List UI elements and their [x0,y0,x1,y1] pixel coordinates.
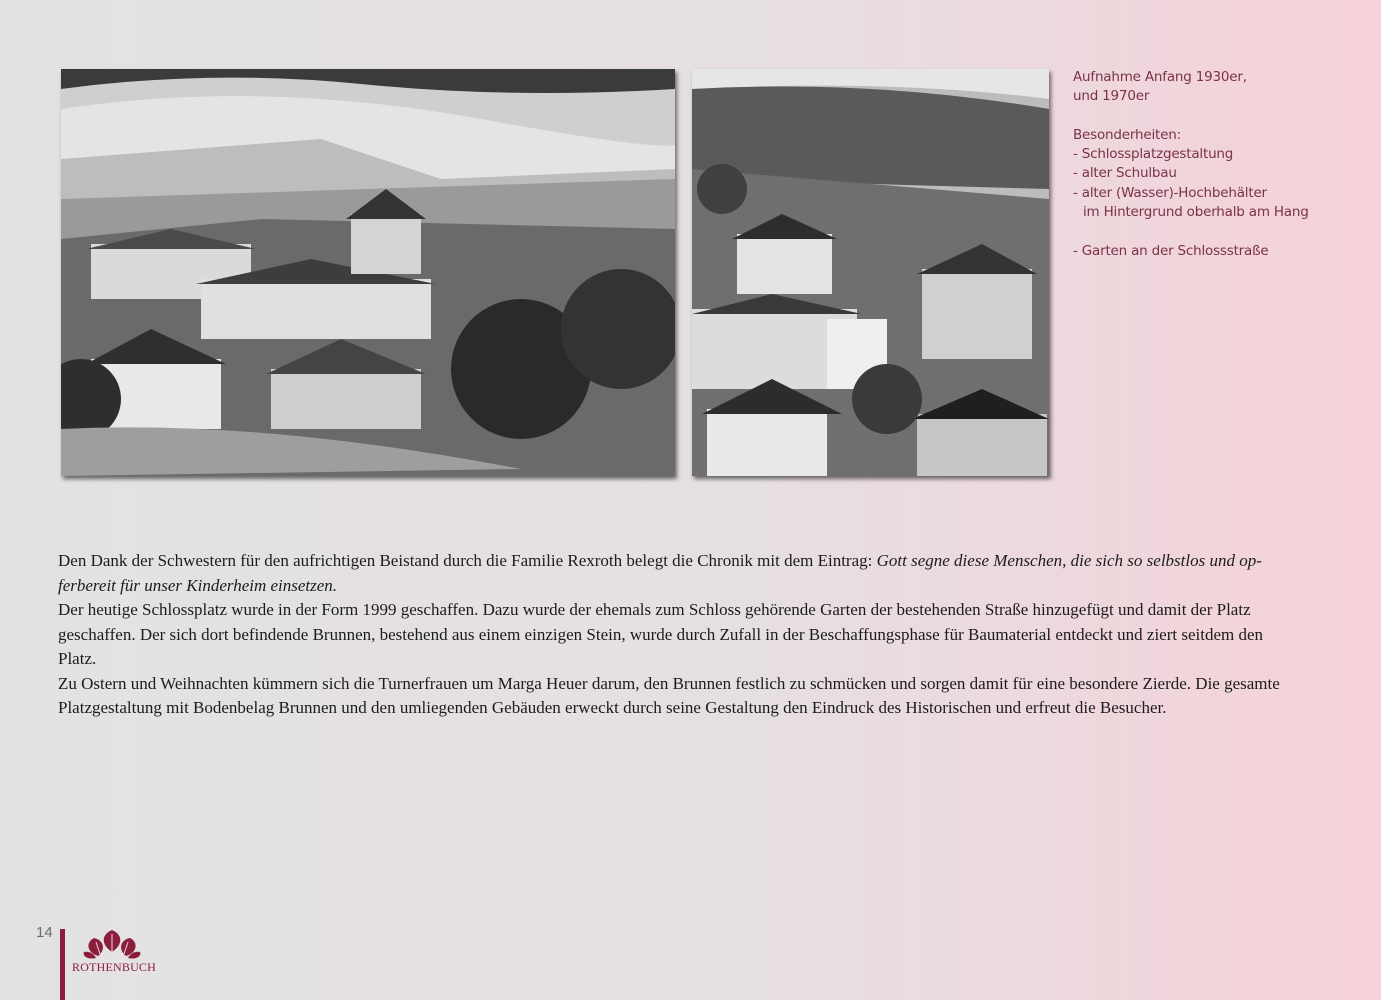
notes-item: - alter Schulbau [1073,165,1177,182]
photo-notes [1073,68,1373,261]
paragraph-2: Der heutige Schlossplatz wurde in der Form 1999 geschaffen. Dazu wurde der ehemals zum Schloss gehörende Garten der bestehenden Straße hinzugefügt und damit der Platz geschaffen. Der sich dort befindende Brunnen, bestehend aus einem einzigen Stein, wurde durch Zufall in der Beschaffungsphase für Baumaterial entdeckt und ziert seitdem den Platz. [58,600,1264,668]
logo-text: ROTHENBUCH [72,960,157,974]
leaf-icon [80,928,144,962]
rothenbuch-logo [72,928,157,976]
photo-caption-line-2: und 1970er [1073,88,1150,105]
notes-item: - Schlossplatzgestaltung [1073,146,1234,163]
paragraph-3: Zu Ostern und Weihnachten kümmern sich die Turnerfrauen um Marga Heuer darum, den Brunnen festlich zu schmücken und sorgen damit für eine besondere Zierde. Die gesamte Platzgestaltung mit Bodenbelag Brunnen und den umliegenden Gebäuden erweckt durch seine Gestaltung den Eindruck des Historischen und erfreut die Besucher. [58,673,1280,717]
village-photo-1930s-graphic [61,69,675,476]
notes-heading: Besonderheiten: [1073,126,1181,143]
village-photo-1930s [61,69,675,476]
page-accent-rule [60,929,65,1000]
village-photo-1970s [692,69,1049,476]
chronicle-quote: Gott segne diese Menschen, die sich so selbstlos und opferbereit für unser Kinderheim einsetzen. [58,551,1262,595]
body-text [58,549,1303,721]
paragraph-1-text: Den Dank der Schwestern für den aufrichtigen Beistand durch die Familie Rexroth belegt die Chronik mit dem Eintrag: [58,551,877,570]
notes-item: - Garten an der Schlossstraße [1073,242,1269,259]
notes-item: - alter (Wasser)-Hochbehälter [1073,184,1267,201]
page-number: 14 [36,924,53,941]
notes-item-continuation: im Hintergrund oberhalb am Hang [1083,204,1309,221]
village-photo-1970s-graphic [692,69,1049,476]
photo-caption-line-1: Aufnahme Anfang 1930er, [1073,69,1247,85]
paragraph-1 [58,549,1303,598]
